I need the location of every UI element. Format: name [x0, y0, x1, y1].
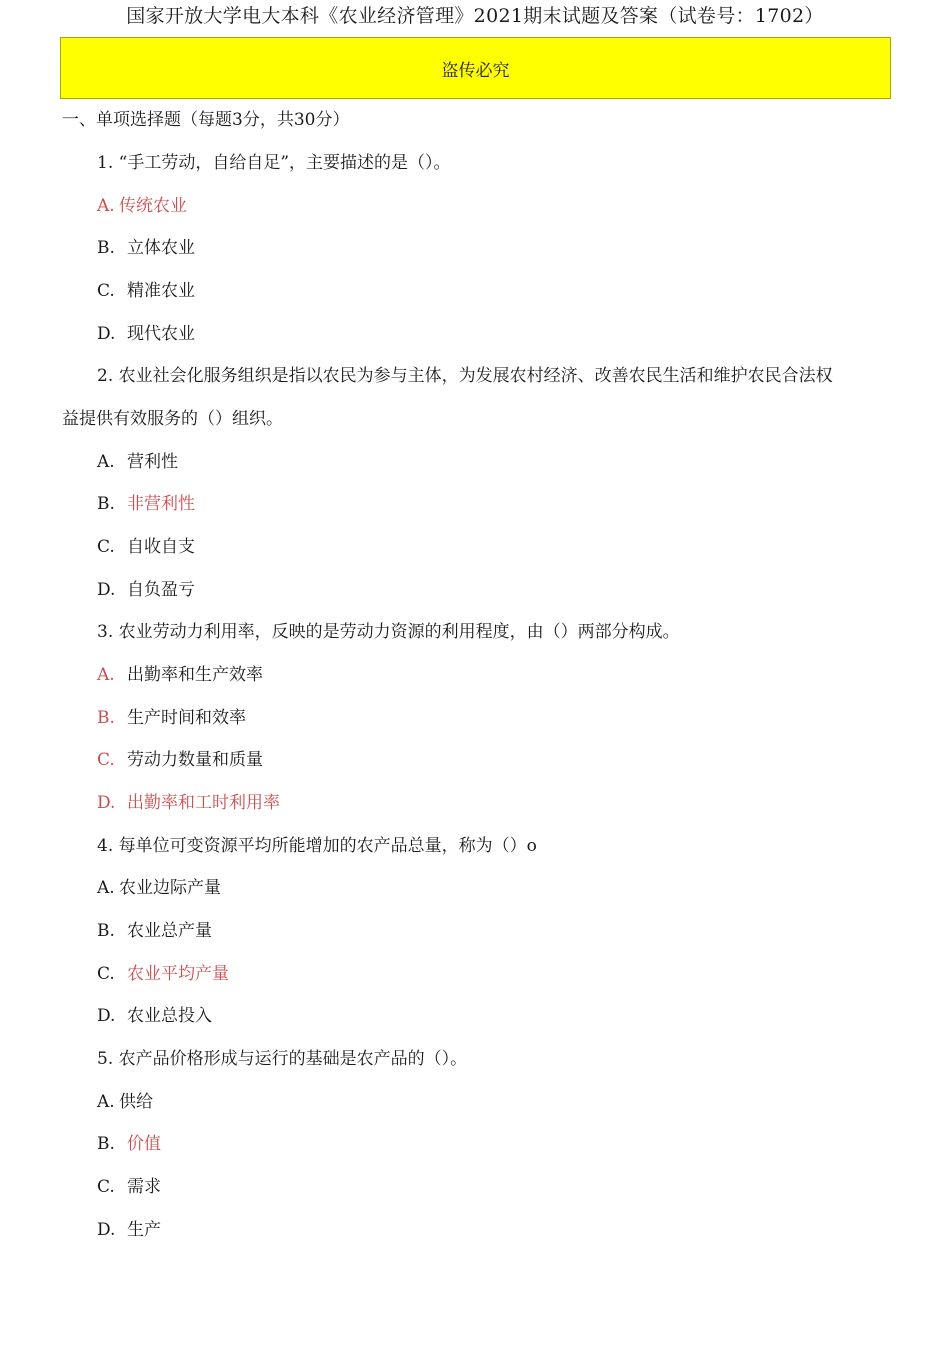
question-5-option-c	[97, 1175, 161, 1199]
question-4-option-b	[97, 919, 212, 943]
option-label: B.	[97, 708, 115, 728]
question-1-option-a	[97, 194, 187, 218]
question-4-option-c	[97, 962, 229, 986]
option-text: 自收自支	[127, 537, 195, 557]
option-text: 需求	[127, 1177, 161, 1197]
option-label: A.	[97, 196, 115, 216]
option-label: D.	[97, 324, 116, 344]
question-1-stem: 1. “手工劳动，自给自足”，主要描述的是（）。	[97, 153, 451, 173]
question-2-option-b	[97, 492, 195, 516]
option-text: 自负盈亏	[127, 580, 195, 600]
option-text: 出勤率和工时利用率	[127, 793, 280, 813]
option-label: C.	[97, 750, 115, 770]
question-5-option-a	[97, 1090, 153, 1114]
option-text: 营利性	[127, 452, 178, 472]
option-text: 出勤率和生产效率	[127, 665, 263, 685]
option-label: C.	[97, 1177, 115, 1197]
question-4-option-a	[97, 876, 221, 900]
option-label: D.	[97, 793, 116, 813]
question-3-stem: 3. 农业劳动力利用率，反映的是劳动力资源的利用程度，由（）两部分构成。	[97, 622, 680, 642]
question-2-option-a	[97, 450, 178, 474]
option-text: 农业边际产量	[119, 878, 221, 898]
page-title: 国家开放大学电大本科《农业经济管理》2021期末试题及答案（试卷号：1702）	[126, 5, 824, 27]
question-5-option-d	[97, 1218, 161, 1242]
option-label: D.	[97, 1006, 116, 1026]
banner-text: 盗传必究	[441, 60, 510, 81]
option-text: 生产	[127, 1220, 161, 1240]
option-text: 农业总产量	[127, 921, 212, 941]
option-label: A.	[97, 878, 115, 898]
question-1-option-d	[97, 322, 195, 346]
question-3-option-c	[97, 748, 263, 772]
option-label: A.	[97, 1092, 115, 1112]
option-label: C.	[97, 281, 115, 301]
option-text: 劳动力数量和质量	[127, 750, 263, 770]
option-text: 传统农业	[119, 196, 187, 216]
question-2-stem: 2. 农业社会化服务组织是指以农民为参与主体，为发展农村经济、改善农民生活和维护农民合法权	[97, 366, 833, 386]
option-text: 现代农业	[127, 324, 195, 344]
option-text: 非营利性	[127, 494, 195, 514]
question-1-option-c	[97, 279, 195, 303]
question-1-option-b	[97, 236, 195, 260]
option-label: A.	[97, 452, 115, 472]
option-text: 农业总投入	[127, 1006, 212, 1026]
question-3-option-b	[97, 706, 246, 730]
option-label: D.	[97, 580, 116, 600]
option-text: 立体农业	[127, 238, 195, 258]
option-text: 供给	[119, 1092, 153, 1112]
option-label: B.	[97, 921, 115, 941]
option-label: B.	[97, 1134, 115, 1154]
option-label: C.	[97, 964, 115, 984]
option-text: 价值	[127, 1134, 161, 1154]
question-3-option-a	[97, 663, 263, 687]
option-label: D.	[97, 1220, 116, 1240]
option-text: 精准农业	[127, 281, 195, 301]
copyright-banner	[60, 37, 891, 99]
section-heading: 一、单项选择题（每题3分，共30分）	[62, 110, 350, 130]
question-2-option-d	[97, 578, 195, 602]
option-label: C.	[97, 537, 115, 557]
question-5-option-b	[97, 1132, 161, 1156]
option-text: 生产时间和效率	[127, 708, 246, 728]
question-3-option-d	[97, 791, 280, 815]
question-2-stem-cont: 益提供有效服务的（）组织。	[62, 409, 283, 429]
question-5-stem: 5. 农产品价格形成与运行的基础是农产品的（）。	[97, 1049, 468, 1069]
question-4-stem: 4. 每单位可变资源平均所能增加的农产品总量，称为（）o	[97, 836, 537, 856]
option-text: 农业平均产量	[127, 964, 229, 984]
question-2-option-c	[97, 535, 195, 559]
option-label: B.	[97, 238, 115, 258]
option-label: B.	[97, 494, 115, 514]
option-label: A.	[97, 665, 115, 685]
question-4-option-d	[97, 1004, 212, 1028]
